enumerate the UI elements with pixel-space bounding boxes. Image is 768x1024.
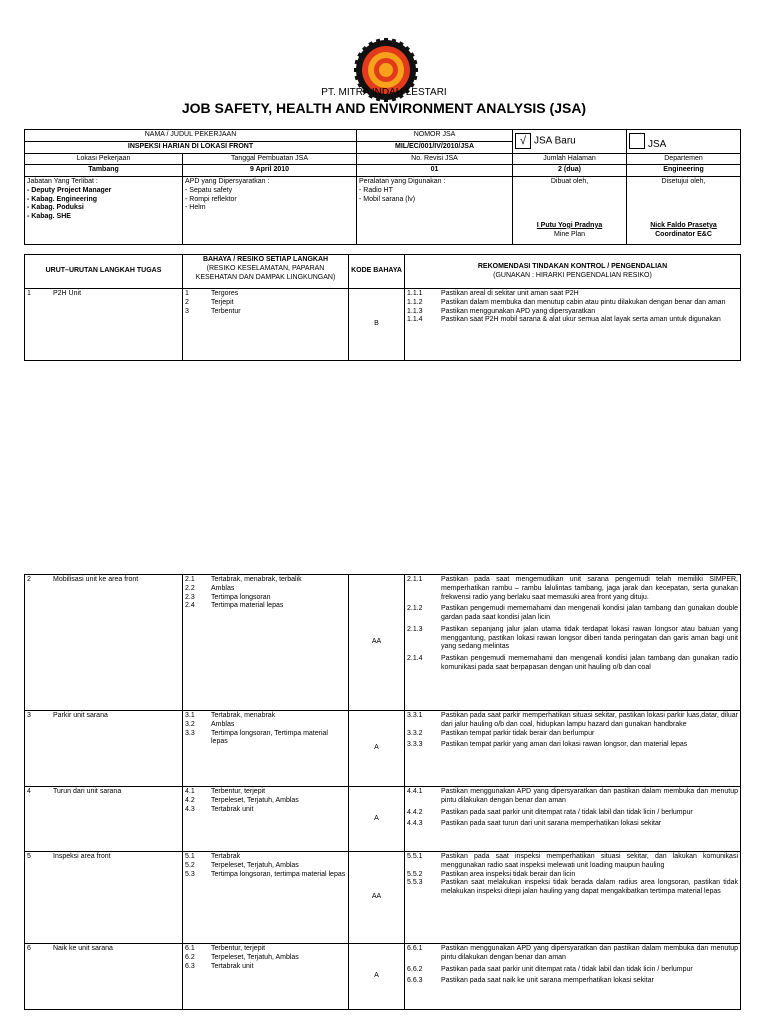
hazard-number: 2 <box>185 298 189 306</box>
col-bahaya-header <box>183 255 349 289</box>
step-task: Turun dari unit sarana <box>53 788 122 795</box>
control-text: Pastikan pada saat mengemudikan unit sarana pengemudi telah memiliki SIMPER, memperhatikan rambu – rambu lalulintas tambang, jaga jarak dan kecepatan, serta gunakan frekwensi radio yang berlaku saat memasuki area front yang dituju. <box>441 576 738 601</box>
step-cell <box>25 787 183 852</box>
revisi-value: 01 <box>357 165 513 177</box>
hazard-number: 6.1 <box>185 945 195 952</box>
jabatan-item: - Kabag. SHE <box>27 213 71 220</box>
control-text: Pastikan pada saat turun dari unit sarana memperhatikan lokasi sekitar <box>441 820 662 828</box>
control-cell <box>405 711 741 787</box>
hazard-code: B <box>349 289 405 361</box>
hazard-text: Terpeleset, Terjatuh, Amblas <box>211 796 299 804</box>
departemen-label: Departemen <box>627 153 741 165</box>
step-cell <box>25 944 183 1010</box>
control-text: Pastikan pengemudi mememahami dan mengenali kondisi jalan tambang dan gunakan radio komunikasi pada saat berpapasan dengan unit hauling o/b dan coal <box>441 655 738 671</box>
step-task: Parkir unit sarana <box>53 712 108 719</box>
apd-item: - Sepatu safety <box>185 186 233 194</box>
peralatan-label: Peralatan yang Digunakan : <box>359 178 446 185</box>
control-number: 4.4.1 <box>407 788 423 795</box>
halaman-label: Jumlah Halaman <box>513 153 627 165</box>
control-text: Pastikan pada saat naik ke unit sarana memperhatikan lokasi sekitar <box>441 977 654 985</box>
hazard-text: Tertimpa material lepas <box>211 602 284 610</box>
control-text: Pastikan pada saat parkir memperhatikan situasi sekitar, pastikan lokasi parkir luas,datar, diluar dari jalur hauling o/b dan coal, hidupkan lampu hazard dan gunakan handbrake <box>441 712 738 728</box>
hazard-text: Tertabrak <box>211 853 241 860</box>
hazard-number: 2.1 <box>185 576 195 583</box>
control-number: 1.1.1 <box>407 290 423 297</box>
hazard-text: Tertimpa longsoran <box>211 593 271 601</box>
hazard-text: Amblas <box>211 720 235 728</box>
control-number: 3.3.3 <box>407 741 423 749</box>
col-urut-header: URUT–URUTAN LANGKAH TUGAS <box>25 255 183 289</box>
dibuat-cell <box>513 177 627 245</box>
step-cell <box>25 711 183 787</box>
control-text: Pastikan menggunakan APD yang dipersyaratkan dan pastikan dalam membuka dan menutup pintu dilakukan dengan benar dan aman <box>441 945 738 961</box>
table-row <box>25 787 741 852</box>
hazard-text: Tertabrak, menabrak, terbalik <box>211 576 302 583</box>
control-number: 2.1.1 <box>407 576 423 583</box>
hazard-number: 5.1 <box>185 853 195 860</box>
hazard-code: A <box>349 711 405 787</box>
control-cell <box>405 289 741 361</box>
control-text: Pastikan tempat parkir tidak berair dan berlumpur <box>441 729 595 737</box>
jsa-option[interactable] <box>627 130 741 154</box>
hazard-text: Terjepit <box>211 298 234 306</box>
step-number: 4 <box>27 788 31 795</box>
control-number: 3.3.1 <box>407 712 423 719</box>
hazard-cell <box>183 575 349 711</box>
control-text: Pastikan pada saat parkir unit ditempat rata / tidak labil dan tidak licin / berlumpur <box>441 808 693 816</box>
control-number: 3.3.2 <box>407 729 423 737</box>
dibuat-role: Mine Plan <box>553 230 586 238</box>
control-text: Pastikan sepanjang jalur jalan utama tidak terdapat lokasi rawan longsor atau batuan yang menggantung, pastikan lokasi rawan longsor diberi tanda peringatan dan garis aman bagi unit yang sedang melintas <box>441 625 738 651</box>
control-number: 4.4.2 <box>407 808 423 816</box>
hazard-cell <box>183 289 349 361</box>
table-row <box>25 575 741 711</box>
departemen-value: Engineering <box>627 165 741 177</box>
hazard-number: 3 <box>185 307 189 315</box>
control-cell <box>405 944 741 1010</box>
hazard-number: 3.3 <box>185 729 195 737</box>
control-cell <box>405 787 741 852</box>
peralatan-cell <box>357 177 513 245</box>
table-row <box>25 711 741 787</box>
disetujui-label: Disetujui oleh, <box>661 178 706 185</box>
jabatan-item: - Deputy Project Manager <box>27 186 112 194</box>
hazard-number: 2.3 <box>185 593 195 601</box>
apd-cell <box>183 177 357 245</box>
hazard-number: 4.2 <box>185 796 195 804</box>
hazard-number: 6.3 <box>185 962 195 970</box>
hazard-text: Tertabrak unit <box>211 805 254 813</box>
control-number: 6.6.2 <box>407 965 423 973</box>
lokasi-value: Tambang <box>25 165 183 177</box>
control-number: 5.5.3 <box>407 879 423 887</box>
control-number: 1.1.4 <box>407 316 423 324</box>
dibuat-label: Dibuat oleh, <box>550 178 589 185</box>
col-rekom-title: REKOMENDASI TINDAKAN KONTROL / PENGENDALIAN <box>477 262 668 270</box>
control-number: 1.1.3 <box>407 307 423 315</box>
col-kode-header: KODE BAHAYA <box>349 255 405 289</box>
hazard-code: AA <box>349 852 405 944</box>
step-task: Mobilisasi unit ke area front <box>53 576 139 583</box>
step-number: 1 <box>27 290 31 297</box>
apd-item: - Helm <box>185 204 206 212</box>
dibuat-name: I Putu Yogi Pradnya <box>536 221 603 229</box>
hazard-number: 4.3 <box>185 805 195 813</box>
table-row <box>25 289 741 361</box>
hazard-text: Terpeleset, Terjatuh, Amblas <box>211 861 299 869</box>
jsa-baru-checkbox[interactable]: √ <box>515 133 531 149</box>
nomor-label: NOMOR JSA <box>357 130 513 142</box>
control-cell <box>405 852 741 944</box>
step-task: P2H Unit <box>53 290 82 297</box>
control-text: Pastikan menggunakan APD yang dipersyaratkan <box>441 307 596 315</box>
control-number: 5.5.2 <box>407 870 423 878</box>
control-number: 5.5.1 <box>407 853 423 860</box>
table-row <box>25 944 741 1010</box>
hazard-text: Amblas <box>211 584 235 592</box>
jabatan-item: - Kabag. Engineering <box>27 195 98 203</box>
hazard-text: Tertimpa longsoran, Tertimpa material lepas <box>211 729 328 746</box>
control-text: Pastikan pada saat inspeksi memperhatikan situasi sekitar, dan lakukan komunikasi menggunakan radio saat inspeksi melewati unit loading maupun hauling <box>441 853 738 869</box>
control-number: 1.1.2 <box>407 298 423 306</box>
apd-label: APD yang Dipersyaratkan : <box>185 178 270 185</box>
hazard-cell <box>183 852 349 944</box>
jsa-steps-table-page1 <box>24 254 741 361</box>
col-rekom-subtitle: (GUNAKAN : HIRARKI PENGENDALIAN RESIKO) <box>493 271 652 279</box>
control-number: 2.1.3 <box>407 625 423 633</box>
control-number: 6.6.3 <box>407 977 423 985</box>
control-text: Pastikan area inspeksi tidak berair dan licin <box>441 870 576 878</box>
disetujui-cell <box>627 177 741 245</box>
jsa-header-table <box>24 129 741 245</box>
hazard-number: 3.1 <box>185 712 195 719</box>
control-text: Pastikan tempat parkir yang aman dari lokasi rawan longsor, dan material lepas <box>441 741 688 749</box>
tanggal-value: 9 April 2010 <box>183 165 357 177</box>
hazard-number: 3.2 <box>185 720 195 728</box>
hazard-number: 4.1 <box>185 788 195 795</box>
peralatan-item: - Radio HT <box>359 186 393 194</box>
apd-item: - Rompi reflektor <box>185 195 237 203</box>
hazard-text: Tertabrak, menabrak <box>211 712 276 719</box>
jsa-label: JSA <box>648 138 667 150</box>
control-text: Pastikan menggunakan APD yang dipersyaratkan dan pastikan dalam membuka dan menutup pintu dilakukan dengan benar dan aman <box>441 788 738 804</box>
hazard-code: A <box>349 787 405 852</box>
document-title: JOB SAFETY, HEALTH AND ENVIRONMENT ANALYSIS (JSA) <box>181 100 587 116</box>
control-number: 6.6.1 <box>407 945 423 952</box>
hazard-text: Terbentur <box>211 307 241 315</box>
hazard-number: 1 <box>185 290 189 297</box>
control-cell <box>405 575 741 711</box>
hazard-text: Tertimpa longsoran, tertimpa material lepas <box>211 870 346 878</box>
col-rekom-header <box>405 255 741 289</box>
col-bahaya-title: BAHAYA / RESIKO SETIAP LANGKAH <box>202 256 329 263</box>
control-number: 2.1.4 <box>407 655 423 662</box>
hazard-text: Tergores <box>211 290 239 297</box>
disetujui-role: Coordinator E&C <box>655 230 712 238</box>
jsa-checkbox[interactable] <box>629 133 645 149</box>
hazard-number: 5.3 <box>185 870 195 878</box>
jsa-steps-table-page2 <box>24 574 741 1010</box>
control-text: Pastikan saat P2H mobil sarana & alat ukur semua alat layak serta aman untuk digunakan <box>441 316 721 324</box>
step-number: 3 <box>27 712 31 719</box>
jsa-baru-label: JSA Baru <box>534 135 576 147</box>
hazard-text: Terbentur, terjepit <box>211 945 266 952</box>
hazard-cell <box>183 944 349 1010</box>
revisi-label: No. Revisi JSA <box>357 153 513 165</box>
control-text: Pastikan dalam membuka dan menutup cabin atau pintu dilakukan dengan benar dan aman <box>441 298 726 306</box>
control-number: 4.4.3 <box>407 820 423 828</box>
hazard-number: 2.2 <box>185 584 195 592</box>
step-cell <box>25 852 183 944</box>
hazard-number: 5.2 <box>185 861 195 869</box>
control-number: 2.1.2 <box>407 605 423 613</box>
step-cell <box>25 575 183 711</box>
control-text: Pastikan pengemudi mememahami dan mengenali kondisi jalan tambang dan gunakan double gardan pada saat kondisi jalan licin <box>441 605 738 621</box>
hazard-code: A <box>349 944 405 1010</box>
halaman-value: 2 (dua) <box>513 165 627 177</box>
hazard-text: Terbentur, terjepit <box>211 788 266 795</box>
control-text: Pastikan pada saat parkir unit ditempat rata / tidak labil dan tidak licin / berlumpur <box>441 965 693 973</box>
nama-label: NAMA / JUDUL PEKERJAAN <box>25 130 357 142</box>
step-cell <box>25 289 183 361</box>
table-row <box>25 852 741 944</box>
jabatan-cell <box>25 177 183 245</box>
step-number: 6 <box>27 945 31 952</box>
peralatan-item: - Mobil sarana (lv) <box>359 195 416 203</box>
jsa-baru-option[interactable] <box>513 130 627 154</box>
disetujui-name: Nick Faldo Prasetya <box>650 221 717 229</box>
step-number: 5 <box>27 853 31 860</box>
hazard-text: Tertabrak unit <box>211 962 254 970</box>
jabatan-item: - Kabag. Poduksi <box>27 204 84 212</box>
hazard-number: 2.4 <box>185 602 195 610</box>
hazard-cell <box>183 787 349 852</box>
nama-value: INSPEKSI HARIAN DI LOKASI FRONT <box>25 141 357 153</box>
control-text: Pastikan saat melakukan inspeksi tidak berada dalam radius area longsoran, pastikan tidak melakukan inspeksi ditepi jalan hauling yang dapat mengakibatkan tertimpa material lepas <box>441 879 738 895</box>
step-task: Inspeksi area front <box>53 853 111 860</box>
jabatan-label: Jabatan Yang Terlibat : <box>27 178 98 185</box>
hazard-code: AA <box>349 575 405 711</box>
col-bahaya-subtitle: (RESIKO KESELAMATAN, PAPARAN KESEHATAN DAN DAMPAK LINGKUNGAN) <box>195 264 336 281</box>
company-name: PT. MITRA INDAH LESTARI <box>321 87 447 98</box>
control-text: Pastikan areal di sekitar unit aman saat P2H <box>441 290 579 297</box>
nomor-value: MIL/EC/001/IV/2010/JSA <box>357 141 513 153</box>
step-number: 2 <box>27 576 31 583</box>
hazard-text: Terpeleset, Terjatuh, Amblas <box>211 953 299 961</box>
hazard-cell <box>183 711 349 787</box>
hazard-number: 6.2 <box>185 953 195 961</box>
step-task: Naik ke unit sarana <box>53 945 113 952</box>
lokasi-label: Lokasi Pekerjaan <box>25 153 183 165</box>
tanggal-label: Tanggal Pembuatan JSA <box>183 153 357 165</box>
